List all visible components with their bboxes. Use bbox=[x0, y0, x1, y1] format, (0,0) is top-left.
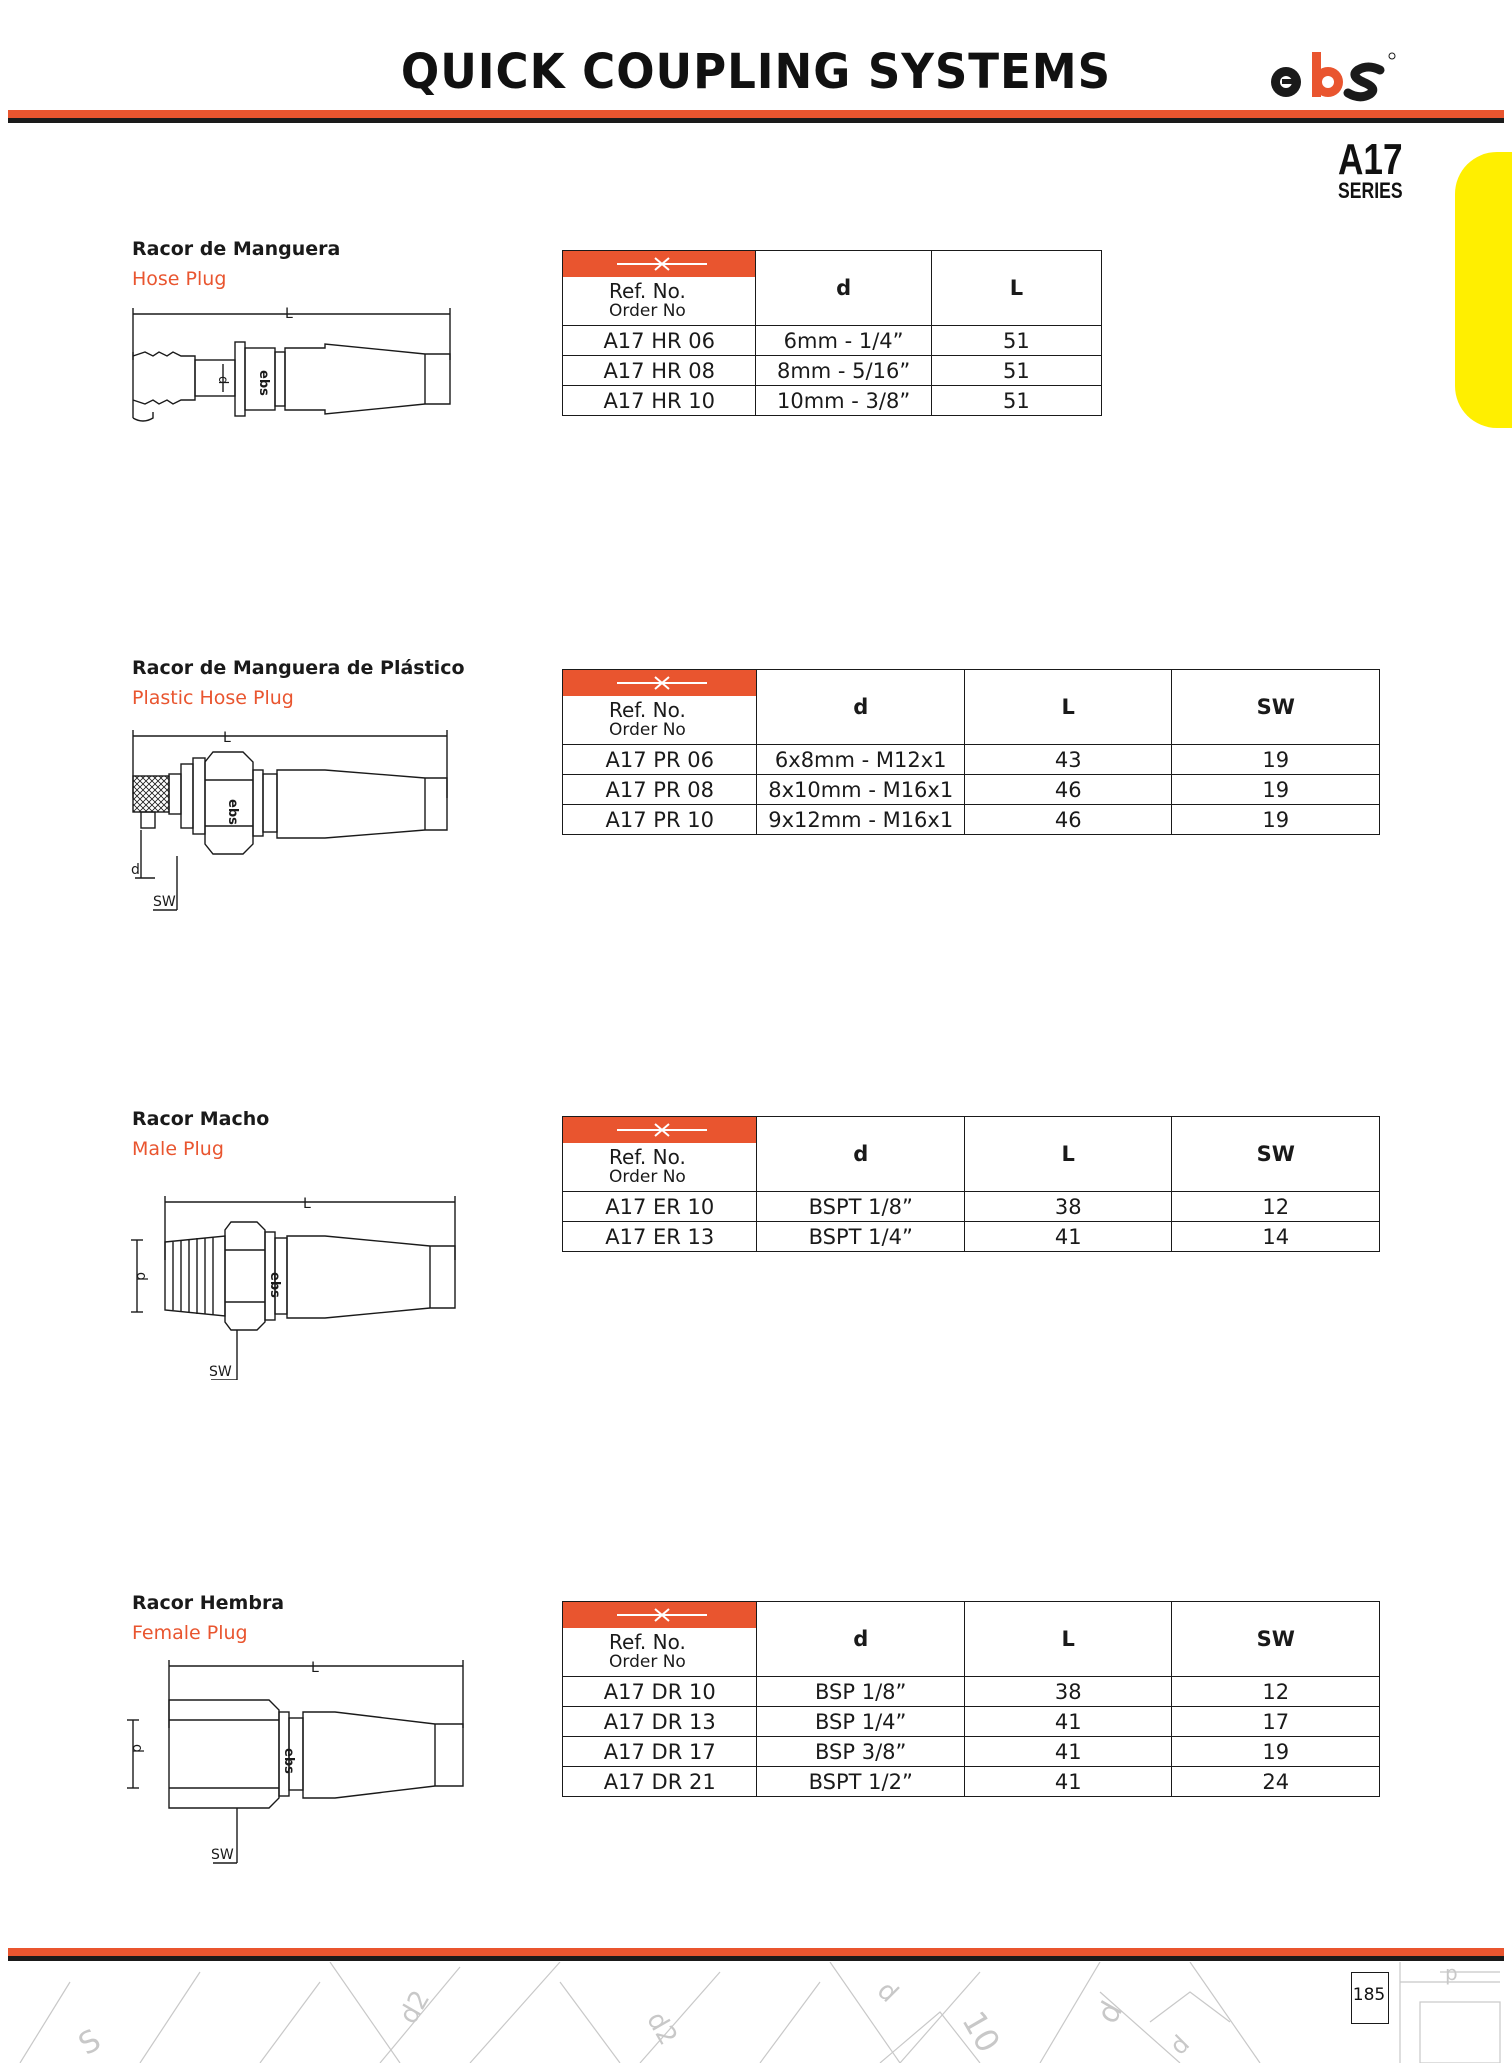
col-L-header: L bbox=[964, 1602, 1172, 1677]
male-plug-table bbox=[562, 1116, 1380, 1252]
cell-L: 38 bbox=[964, 1192, 1172, 1222]
col-SW-header: SW bbox=[1172, 1602, 1380, 1677]
ebs-logo bbox=[1268, 46, 1398, 106]
ref-header bbox=[563, 251, 756, 326]
cell-d: 10mm - 3/8” bbox=[756, 386, 931, 416]
cell-d: BSPT 1/4” bbox=[757, 1222, 965, 1252]
cell-L: 51 bbox=[931, 356, 1101, 386]
female-plug-drawing bbox=[125, 1648, 475, 1868]
bg-mark: p bbox=[1445, 1962, 1458, 1985]
dim-L: L bbox=[303, 1196, 311, 1212]
section-title-en: Female Plug bbox=[132, 1622, 248, 1644]
col-SW-header: SW bbox=[1172, 670, 1380, 745]
page-number: 185 bbox=[1352, 1985, 1386, 2005]
cell-L: 38 bbox=[964, 1677, 1172, 1707]
col-d-header: d bbox=[757, 670, 965, 745]
cell-d: 8mm - 5/16” bbox=[756, 356, 931, 386]
bg-mark: S bbox=[72, 2022, 107, 2063]
cell-L: 41 bbox=[964, 1707, 1172, 1737]
cell-d: BSP 1/8” bbox=[757, 1677, 965, 1707]
ref-label: Ref. No. bbox=[609, 698, 686, 722]
cell-d: 9x12mm - M16x1 bbox=[757, 805, 965, 835]
order-label: Order No bbox=[609, 720, 686, 740]
cell-ref: A17 HR 10 bbox=[563, 386, 756, 416]
cell-L: 41 bbox=[964, 1737, 1172, 1767]
order-label: Order No bbox=[609, 1652, 686, 1672]
female-plug-table bbox=[562, 1601, 1380, 1797]
cell-d: BSP 1/4” bbox=[757, 1707, 965, 1737]
header-rule-black bbox=[8, 118, 1504, 123]
table-row bbox=[563, 1707, 1380, 1737]
cell-SW: 19 bbox=[1172, 745, 1380, 775]
col-d-header: d bbox=[756, 251, 931, 326]
dim-d: d bbox=[131, 862, 140, 878]
cell-SW: 12 bbox=[1172, 1192, 1380, 1222]
order-label: Order No bbox=[609, 1167, 686, 1187]
series-tab bbox=[1455, 152, 1512, 428]
col-d-header: d bbox=[757, 1117, 965, 1192]
cell-ref: A17 PR 08 bbox=[563, 775, 757, 805]
body-brand: ebs bbox=[281, 1748, 296, 1774]
cell-L: 41 bbox=[964, 1767, 1172, 1797]
table-row bbox=[563, 326, 1102, 356]
cell-SW: 19 bbox=[1172, 805, 1380, 835]
cell-L: 51 bbox=[931, 386, 1101, 416]
body-brand: ebs bbox=[267, 1272, 282, 1298]
hose-plug-drawing bbox=[125, 300, 465, 440]
footer-rule-black bbox=[8, 1956, 1504, 1961]
section-title-es: Racor de Manguera bbox=[132, 238, 341, 260]
table-row bbox=[563, 1192, 1380, 1222]
ref-header bbox=[563, 1602, 757, 1677]
cell-SW: 19 bbox=[1172, 775, 1380, 805]
ref-header bbox=[563, 1117, 757, 1192]
cell-d: BSPT 1/8” bbox=[757, 1192, 965, 1222]
cell-L: 46 bbox=[964, 805, 1172, 835]
order-label: Order No bbox=[609, 301, 686, 321]
dim-SW: SW bbox=[153, 894, 176, 910]
cell-d: 6mm - 1/4” bbox=[756, 326, 931, 356]
coupling-icon bbox=[617, 256, 707, 272]
cell-SW: 17 bbox=[1172, 1707, 1380, 1737]
bg-mark: 10 bbox=[954, 2004, 1008, 2059]
body-brand: ebs bbox=[256, 370, 271, 396]
header-rule-red bbox=[8, 110, 1504, 118]
series-label: SERIES bbox=[1338, 178, 1403, 203]
cell-L: 43 bbox=[964, 745, 1172, 775]
dim-d: d bbox=[215, 376, 230, 385]
section-title-en: Male Plug bbox=[132, 1138, 224, 1160]
hose-plug-table bbox=[562, 250, 1102, 416]
coupling-icon bbox=[617, 1122, 707, 1138]
footer-rule-red bbox=[8, 1948, 1504, 1956]
coupling-icon bbox=[617, 675, 707, 691]
table-row bbox=[563, 745, 1380, 775]
cell-ref: A17 DR 21 bbox=[563, 1767, 757, 1797]
cell-d: 8x10mm - M16x1 bbox=[757, 775, 965, 805]
cell-ref: A17 ER 13 bbox=[563, 1222, 757, 1252]
table-row bbox=[563, 356, 1102, 386]
ref-header bbox=[563, 670, 757, 745]
cell-ref: A17 DR 10 bbox=[563, 1677, 757, 1707]
cell-ref: A17 DR 13 bbox=[563, 1707, 757, 1737]
bg-mark: d bbox=[870, 1975, 904, 2009]
col-L-header: L bbox=[964, 1117, 1172, 1192]
dim-L: L bbox=[311, 1660, 319, 1676]
table-row bbox=[563, 386, 1102, 416]
cell-SW: 12 bbox=[1172, 1677, 1380, 1707]
cell-ref: A17 PR 06 bbox=[563, 745, 757, 775]
table-row bbox=[563, 1737, 1380, 1767]
dim-d: d bbox=[129, 1744, 145, 1753]
section-title-es: Racor Hembra bbox=[132, 1592, 285, 1614]
cell-L: 41 bbox=[964, 1222, 1172, 1252]
cell-ref: A17 DR 17 bbox=[563, 1737, 757, 1767]
page-title: QUICK COUPLING SYSTEMS bbox=[400, 44, 1112, 100]
ref-label: Ref. No. bbox=[609, 1145, 686, 1169]
cell-L: 51 bbox=[931, 326, 1101, 356]
body-brand: ebs bbox=[225, 799, 240, 825]
section-title-en: Plastic Hose Plug bbox=[132, 687, 294, 709]
cell-d: 6x8mm - M12x1 bbox=[757, 745, 965, 775]
series-badge bbox=[1330, 135, 1410, 203]
bg-mark: d2 bbox=[393, 1985, 437, 2030]
dim-SW: SW bbox=[211, 1847, 234, 1863]
dim-SW: SW bbox=[209, 1364, 232, 1380]
dim-L: L bbox=[285, 306, 293, 322]
cell-SW: 14 bbox=[1172, 1222, 1380, 1252]
section-title-en: Hose Plug bbox=[132, 268, 227, 290]
bg-mark: d bbox=[1164, 2029, 1196, 2061]
male-plug-drawing bbox=[125, 1180, 475, 1380]
dim-L: L bbox=[223, 730, 231, 746]
plastic-hose-plug-table bbox=[562, 669, 1380, 835]
cell-ref: A17 HR 08 bbox=[563, 356, 756, 386]
bg-mark: d2 bbox=[640, 2006, 683, 2051]
cell-SW: 24 bbox=[1172, 1767, 1380, 1797]
col-L-header: L bbox=[931, 251, 1101, 326]
table-row bbox=[563, 1677, 1380, 1707]
cell-ref: A17 ER 10 bbox=[563, 1192, 757, 1222]
cell-L: 46 bbox=[964, 775, 1172, 805]
section-title-es: Racor Macho bbox=[132, 1108, 270, 1130]
cell-d: BSPT 1/2” bbox=[757, 1767, 965, 1797]
plastic-hose-plug-drawing bbox=[125, 718, 465, 928]
cell-ref: A17 PR 10 bbox=[563, 805, 757, 835]
table-row bbox=[563, 805, 1380, 835]
cell-ref: A17 HR 06 bbox=[563, 326, 756, 356]
ref-label: Ref. No. bbox=[609, 279, 686, 303]
section-title-es: Racor de Manguera de Plástico bbox=[132, 657, 465, 679]
col-d-header: d bbox=[757, 1602, 965, 1677]
col-SW-header: SW bbox=[1172, 1117, 1380, 1192]
series-code: A17 bbox=[1338, 135, 1403, 184]
ref-label: Ref. No. bbox=[609, 1630, 686, 1654]
table-row bbox=[563, 1767, 1380, 1797]
cell-d: BSP 3/8” bbox=[757, 1737, 965, 1767]
bg-mark: d bbox=[1090, 1995, 1131, 2030]
dim-d: d bbox=[133, 1272, 149, 1281]
col-L-header: L bbox=[964, 670, 1172, 745]
table-row bbox=[563, 775, 1380, 805]
footer-blueprint-art bbox=[0, 1962, 1512, 2063]
table-row bbox=[563, 1222, 1380, 1252]
cell-SW: 19 bbox=[1172, 1737, 1380, 1767]
coupling-icon bbox=[617, 1607, 707, 1623]
